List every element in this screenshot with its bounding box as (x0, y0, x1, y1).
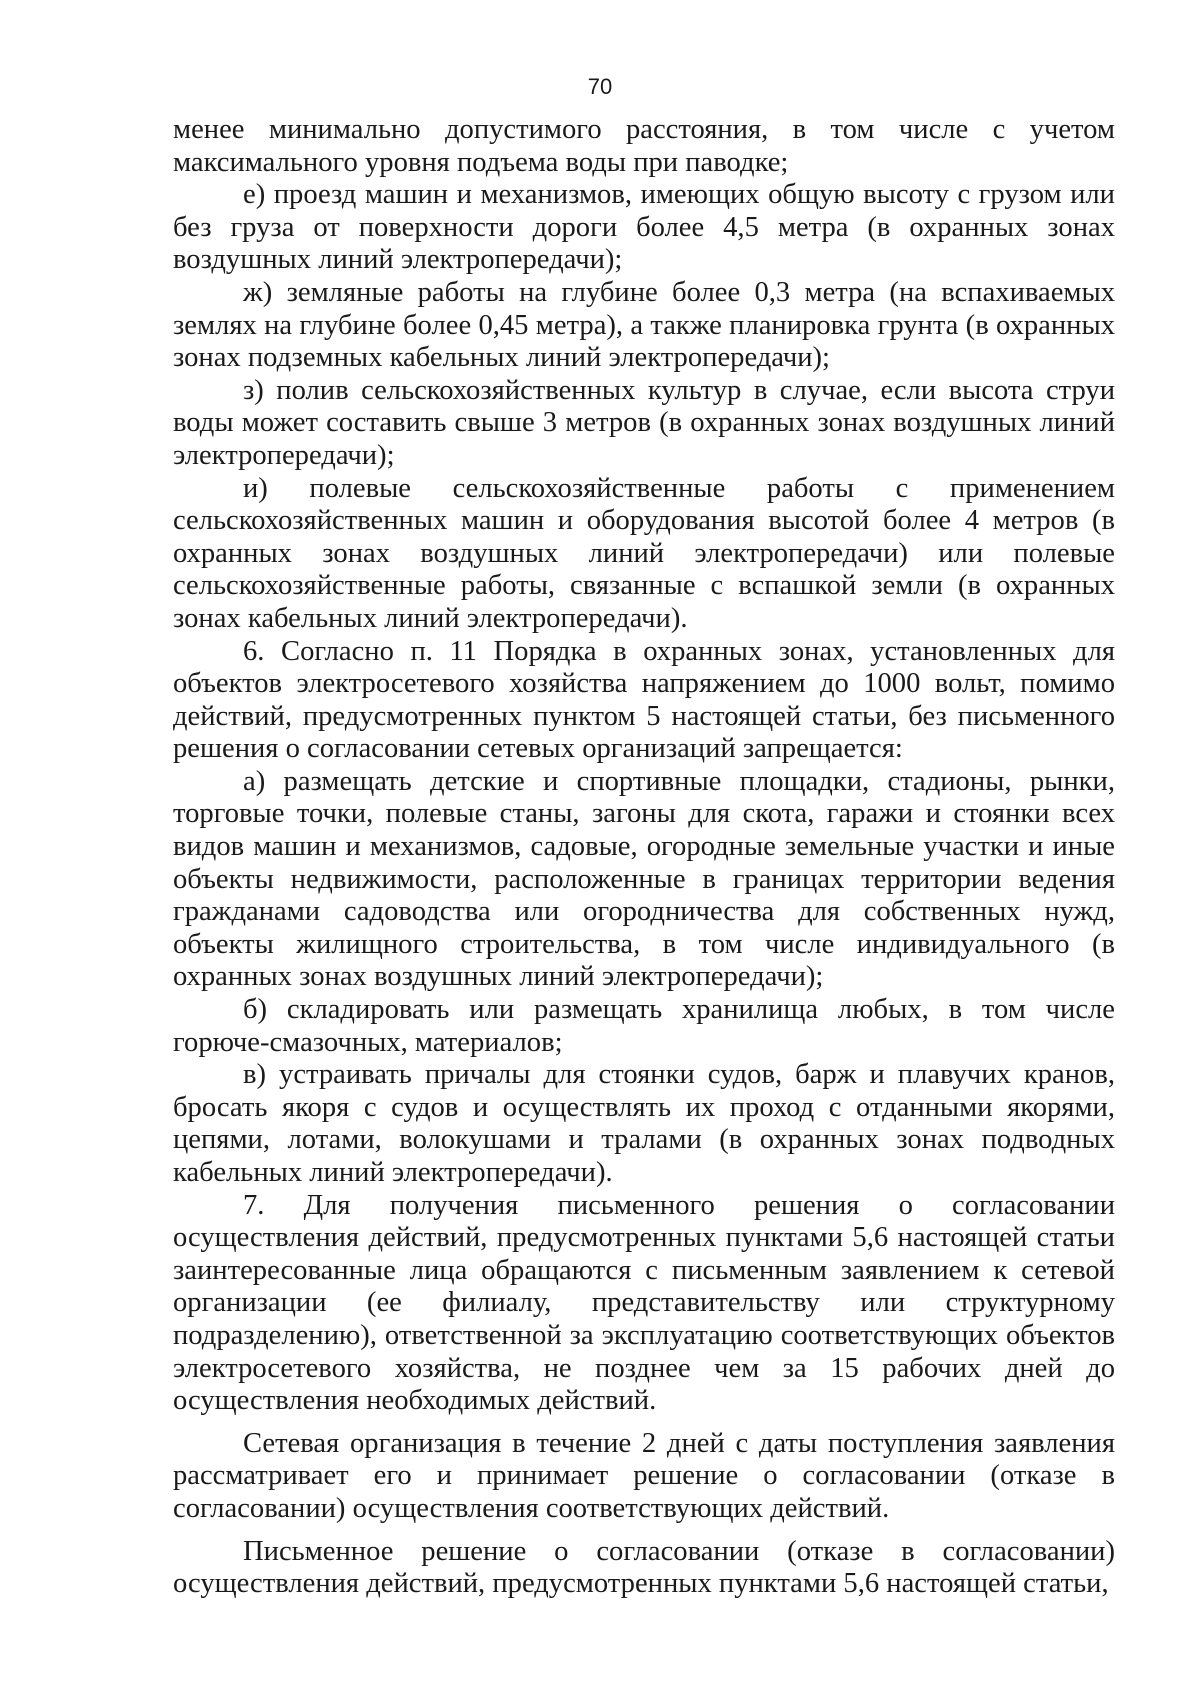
paragraph-item-a: а) размещать детские и спортивные площадки, стадионы, рынки, торговые точки, полевые станы, загоны для скота, гаражи и стоянки всех видов машин и механизмов, садовые, огородные земельные участки и иные объекты недвижимости, расположенные в границах территории ведения гражданами садоводства или огородничества для собственных нужд, объекты жилищного строительства, в том числе индивидуального (в охранных зонах воздушных линий электропередачи); (173, 765, 1115, 993)
paragraph-network-org: Сетевая организация в течение 2 дней с даты поступления заявления рассматривает его и принимает решение о согласовании (отказе в согласовании) осуществления соответствующих действий. (173, 1427, 1115, 1524)
paragraph-item-v: в) устраивать причалы для стоянки судов, барж и плавучих кранов, бросать якоря с судов и осуществлять их проход с отданными якорями, цепями, лотами, волокушами и тралами (в охранных зонах подводных кабельных линий электропередачи). (173, 1059, 1115, 1188)
page-number: 70 (587, 74, 613, 99)
page-body-text (173, 114, 1115, 1601)
paragraph-item-z: з) полив сельскохозяйственных культур в случае, если высота струи воды может составить свыше 3 метров (в охранных зонах воздушных линий электропередачи); (173, 374, 1115, 471)
paragraph-item-zh: ж) земляные работы на глубине более 0,3 метра (на вспахиваемых землях на глубине более 0,45 метра), а также планировка грунта (в охранных зонах подземных кабельных линий электропередачи); (173, 276, 1115, 374)
paragraph-item-b: б) складировать или размещать хранилища любых, в том числе горюче-смазочных, материалов; (173, 994, 1115, 1058)
paragraph-written-decision: Письменное решение о согласовании (отказе в согласовании) осуществления действий, предусмотренных пунктами 5,6 настоящей статьи, (173, 1535, 1115, 1600)
paragraph-item-e: е) проезд машин и механизмов, имеющих общую высоту с грузом или без груза от поверхности дороги более 4,5 метра (в охранных зонах воздушных линий электропередачи); (173, 179, 1115, 276)
paragraph-section-6: 6. Согласно п. 11 Порядка в охранных зонах, установленных для объектов электросетевого хозяйства напряжением до 1000 вольт, помимо действий, предусмотренных пунктом 5 настоящей статьи, без письменного решения о согласовании сетевых организаций запрещается: (173, 635, 1115, 765)
paragraph-item-i: и) полевые сельскохозяйственные работы с применением сельскохозяйственных машин и оборудования высотой более 4 метров (в охранных зонах воздушных линий электропередачи) или полевые сельскохозяйственные работы, связанные с вспашкой земли (в охранных зонах кабельных линий электропередачи). (173, 472, 1115, 634)
paragraph-section-7: 7. Для получения письменного решения о согласовании осуществления действий, предусмотренных пунктами 5,6 настоящей статьи заинтересованные лица обращаются с письменным заявлением к сетевой организации (ее филиалу, представительству или структурному подразделению), ответственной за эксплуатацию соответствующих объектов электросетевого хозяйства, не позднее чем за 15 рабочих дней до осуществления необходимых действий. (173, 1189, 1115, 1417)
paragraph-continuation: менее минимально допустимого расстояния, в том числе с учетом максимального уровня подъема воды при паводке; (173, 114, 1115, 178)
